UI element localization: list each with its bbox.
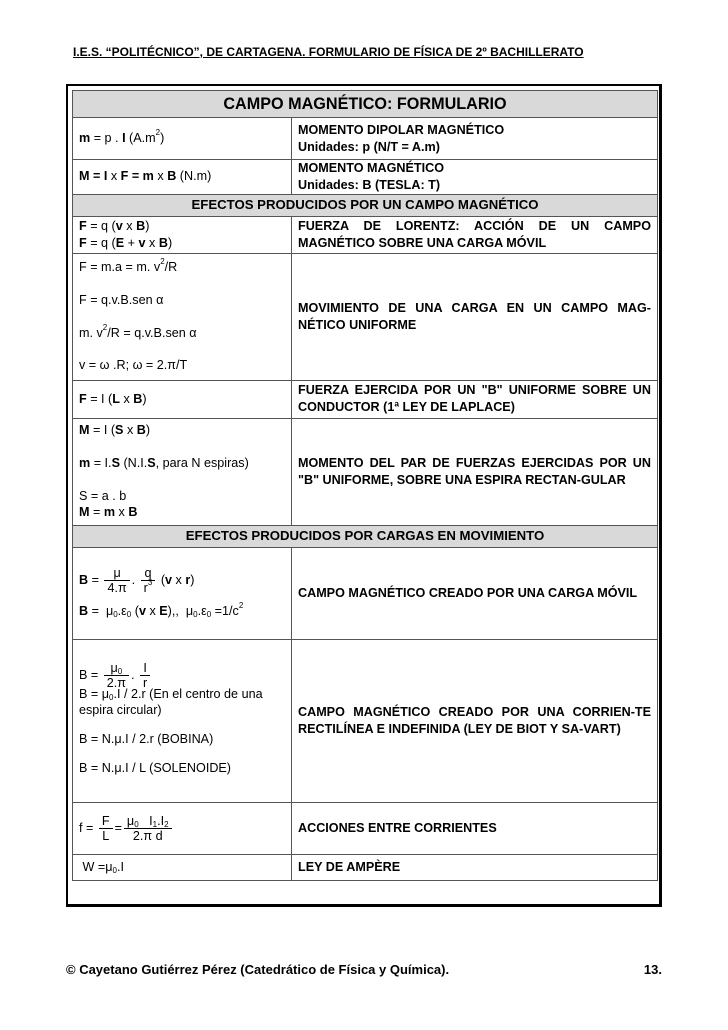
page-footer (66, 962, 662, 977)
formula-espira-3: S = a . b (79, 488, 127, 503)
formula-table-frame (66, 84, 662, 907)
formula-dipolar: m = p . I $(A.m^2)$ (73, 118, 292, 160)
corriente-den1: 2.π (106, 675, 126, 690)
formula-movimiento: F = m.a = m. $v^2/R$ F = q.v.B.sen α m. $v^2/R = q.v.B.sen$ α v = ω .R; ω = 2.π/T (73, 253, 292, 380)
desc-momento-title: MOMENTO MAGNÉTICO (298, 161, 444, 175)
page-number: 13. (643, 962, 662, 977)
table-row-momento (73, 160, 658, 195)
desc-momento (292, 160, 658, 195)
section-title-cargas: EFECTOS PRODUCIDOS POR CARGAS EN MOVIMIENTO (73, 525, 658, 547)
formula-bobina: B = N.μ.I / 2.r (BOBINA) (79, 732, 214, 747)
acciones-den1: L (102, 828, 110, 843)
acciones-num1: F (101, 813, 110, 828)
formula-espira: M = I (S x B) m = I.S (N.I.S, para N espiras) S = a . b M = m x B (73, 418, 292, 525)
desc-lorentz: FUERZA DE LORENTZ: ACCIÓN DE UN CAMPO MAGNÉTICO SOBRE UNA CARGA MÓVIL (292, 216, 658, 253)
carga-den1: 4.π (107, 581, 127, 596)
desc-dipolar-title: MOMENTO DIPOLAR MAGNÉTICO (298, 122, 505, 137)
footer-credit: © Cayetano Gutiérrez Pérez (Catedrático de Física y Química). (66, 962, 450, 977)
section-header-row-2 (73, 525, 658, 547)
table-row-espira (73, 418, 658, 525)
desc-movimiento: MOVIMIENTO DE UNA CARGA EN UN CAMPO MAG-NÉTICO UNIFORME (292, 253, 658, 380)
desc-dipolar (292, 118, 658, 160)
formula-laplace: F = I (L x B) (73, 380, 292, 418)
section-header-row (73, 194, 658, 216)
table-title-row (73, 91, 658, 118)
desc-laplace: FUERZA EJERCIDA POR UN "B" UNIFORME SOBRE UN CONDUCTOR (1ª LEY DE LAPLACE) (292, 380, 658, 418)
table-row-carga (73, 547, 658, 639)
formula-acciones: f = $\frac{F}{L}$ = $\frac{\mu_0 I_1.I_2}{\text{2.π d}}$ (73, 802, 292, 854)
formula-momento: M = I x F = m x B (N.m) (73, 160, 292, 195)
formula-carga: B = $\frac{\mu}{4.\pi}$ . $\frac{q}{r^3}$ (v x r) $B = \mu_0.\varepsilon_0$ (v x E),, $\mu_0.\varepsilon_0 =1/c^2$ (73, 547, 292, 639)
table-row-acciones (73, 802, 658, 854)
desc-acciones: ACCIONES ENTRE CORRIENTES (292, 802, 658, 854)
page-header: I.E.S. “POLITÉCNICO”, DE CARTAGENA. FORMULARIO DE FÍSICA DE 2º BACHILLERATO (73, 45, 584, 59)
table-row-laplace (73, 380, 658, 418)
carga-num1: μ (113, 566, 121, 581)
table-row-movimiento (73, 253, 658, 380)
formula-movimiento-2: F = q.v.B.sen α (79, 292, 164, 307)
table-row-dipolar (73, 118, 658, 160)
formula-corriente: B = $\frac{\mu_0}{2.\pi}$ . $\frac{I}{r}$ $B = \mu_0.I / 2.r$ (En el centro de una espira circular) B = N.μ.I / 2.r (BOBINA) B = N.μ.I / L (SOLENOIDE) (73, 639, 292, 802)
desc-dipolar-units: Unidades: p (N/T = A.m) (298, 139, 440, 154)
table-row-corriente (73, 639, 658, 802)
table-title: CAMPO MAGNÉTICO: FORMULARIO (73, 91, 658, 118)
corriente-num2: I (143, 660, 147, 675)
formula-ampere: $W =\mu_0.I$ (73, 854, 292, 880)
section-title-campo: EFECTOS PRODUCIDOS POR UN CAMPO MAGNÉTICO (73, 194, 658, 216)
corriente-den2: r (142, 675, 148, 690)
table-row-lorentz (73, 216, 658, 253)
desc-momento-units: Unidades: B (TESLA: T) (298, 177, 441, 192)
formula-solenoide: B = N.μ.I / L (SOLENOIDE) (79, 760, 232, 775)
formula-movimiento-4: v = ω .R; ω = 2.π/T (79, 358, 188, 373)
desc-carga: CAMPO MAGNÉTICO CREADO POR UNA CARGA MÓVIL (292, 547, 658, 639)
formula-lorentz: F = q (v x B) F = q (E + v x B) (73, 216, 292, 253)
carga-num2: q (144, 566, 152, 581)
desc-espira: MOMENTO DEL PAR DE FUERZAS EJERCIDAS POR UN "B" UNIFORME, SOBRE UNA ESPIRA RECTAN-GULAR (292, 418, 658, 525)
desc-corriente: CAMPO MAGNÉTICO CREADO POR UNA CORRIEN-TE RECTILÍNEA E INDEFINIDA (LEY DE BIOT Y SA-VART) (292, 639, 658, 802)
table-row-ampere (73, 854, 658, 880)
acciones-den2: 2.π d (132, 828, 163, 843)
desc-ampere: LEY DE AMPÈRE (292, 854, 658, 880)
formula-table (72, 90, 658, 881)
